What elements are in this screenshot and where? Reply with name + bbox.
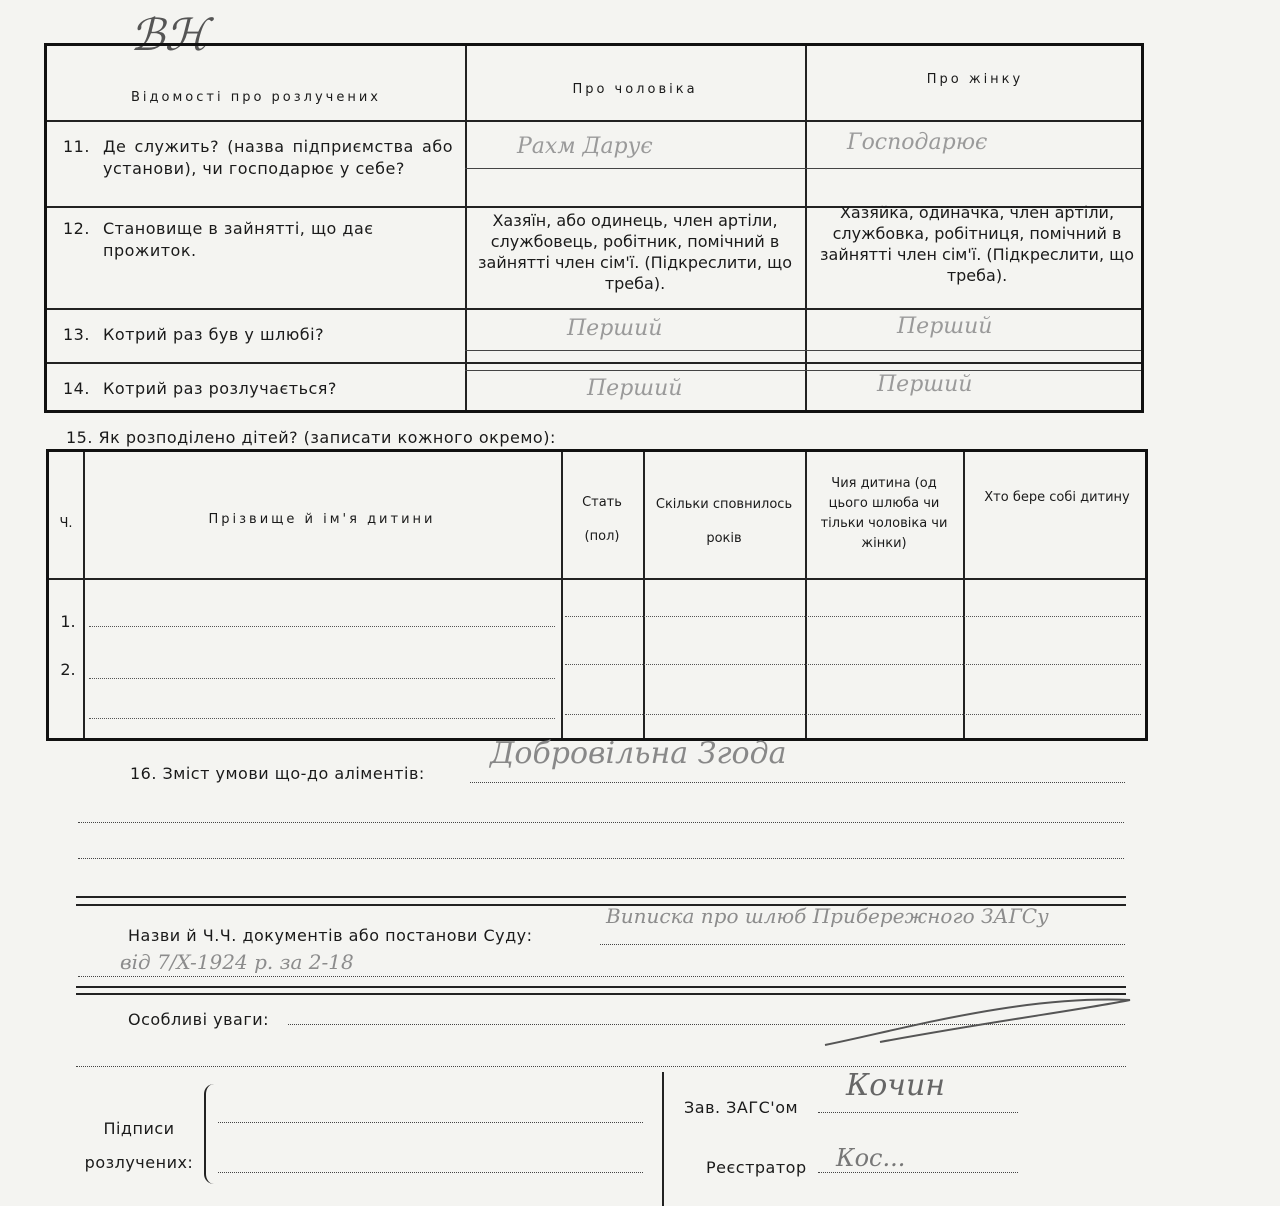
header-info-column: Відомості про розлучених [131,90,381,105]
divider [47,308,1141,310]
husband-divorce-count-handwritten: Перший [587,376,683,401]
husband-marriage-count-handwritten: Перший [567,316,663,341]
question-12: Становище в зайнятті, що дає прожиток. [103,219,374,260]
question-16: 16. Зміст умови що-до аліментів: [130,764,425,783]
entry-line [565,616,1141,617]
row-number: 1. [60,612,76,631]
row-number: 2. [60,660,76,679]
entry-line [89,678,555,679]
entry-line [600,944,1125,945]
question-11: Де служить? (назва підприємства або установи), чи господарює у себе? [103,137,453,178]
signature-line [818,1112,1018,1113]
entry-line [89,626,555,627]
signature-line [218,1122,643,1123]
divider [805,452,807,738]
wife-workplace-handwritten: Господарює [847,130,988,155]
registrar-signature: Кос... [836,1144,906,1172]
signatures-label: Підписи розлучених: [84,1119,194,1172]
notes-label: Особливі уваги: [128,1010,270,1029]
wife-marriage-count-handwritten: Перший [897,314,993,339]
zags-head-signature: Кочин [846,1068,946,1103]
divider [465,370,1141,371]
header-age: Скільки сповнилось років [655,497,793,546]
divider [662,1072,664,1206]
header-who-takes: Хто бере собі дитину [984,490,1130,505]
entry-line [565,664,1141,665]
row-number: 14. [63,379,90,398]
divider [643,452,645,738]
question-15: 15. Як розподілено дітей? (записати кожного окремо): [66,428,556,447]
divider [465,350,1141,351]
husband-workplace-handwritten: Рахм Дарує [517,134,653,159]
entry-line [78,822,1124,823]
row-number: 12. [63,219,90,238]
documents-handwritten-line1: Виписка про шлюб Прибережного ЗАГСу [606,904,1049,928]
divider [76,986,1126,988]
husband-employment-options: Хазяїн, або одинець, член артіли, службовець, робітник, помічний в зайнятті член сім'ї. (Підкреслити, що треба). [478,211,792,293]
signature-flourish [820,990,1140,1060]
header-sex: Стать (пол) [582,495,622,544]
entry-line [78,976,1124,977]
alimony-handwritten: Добровільна Згода [490,736,787,771]
signature-bracket [204,1084,216,1184]
question-14: Котрий раз розлучається? [103,379,337,398]
divider [83,452,85,738]
header-child-name: Прізвище й ім'я дитини [208,512,436,527]
entry-line [89,718,555,719]
divider [47,362,1141,364]
signature-line [818,1172,1018,1173]
entry-line [470,782,1125,783]
divider [47,120,1141,122]
row-number: 13. [63,325,90,344]
children-table [46,449,1148,741]
zags-head-label: Зав. ЗАГС'ом [684,1098,799,1117]
wife-employment-options: Хазяйка, одиначка, член артіли, службовка, робітниця, помічний в зайнятті член сім'ї. (Підкреслити, що треба). [820,203,1134,285]
header-wife: Про жінку [926,72,1024,87]
registrar-label: Реєстратор [706,1158,807,1177]
signature-line [218,1172,643,1173]
entry-line [565,714,1141,715]
header-number: Ч. [59,516,73,531]
row-number: 11. [63,137,90,156]
spouses-info-table [44,43,1144,413]
divider [49,578,1145,580]
header-whose-child: Чия дитина (од цього шлюба чи тільки чоловіка чи жінки) [820,476,948,551]
corner-handwritten-mark: ℬℋ [130,10,209,61]
divider [561,452,563,738]
header-husband: Про чоловіка [572,82,698,97]
divider [465,168,1141,169]
divider [963,452,965,738]
wife-divorce-count-handwritten: Перший [877,372,973,397]
divider [76,896,1126,898]
divider [465,46,467,410]
entry-line [76,1066,1126,1067]
documents-label: Назви й Ч.Ч. документів або постанови Суду: [128,926,533,945]
divider [805,46,807,410]
question-13: Котрий раз був у шлюбі? [103,325,325,344]
entry-line [78,858,1124,859]
documents-handwritten-line2: від 7/X-1924 р. за 2-18 [120,950,354,974]
